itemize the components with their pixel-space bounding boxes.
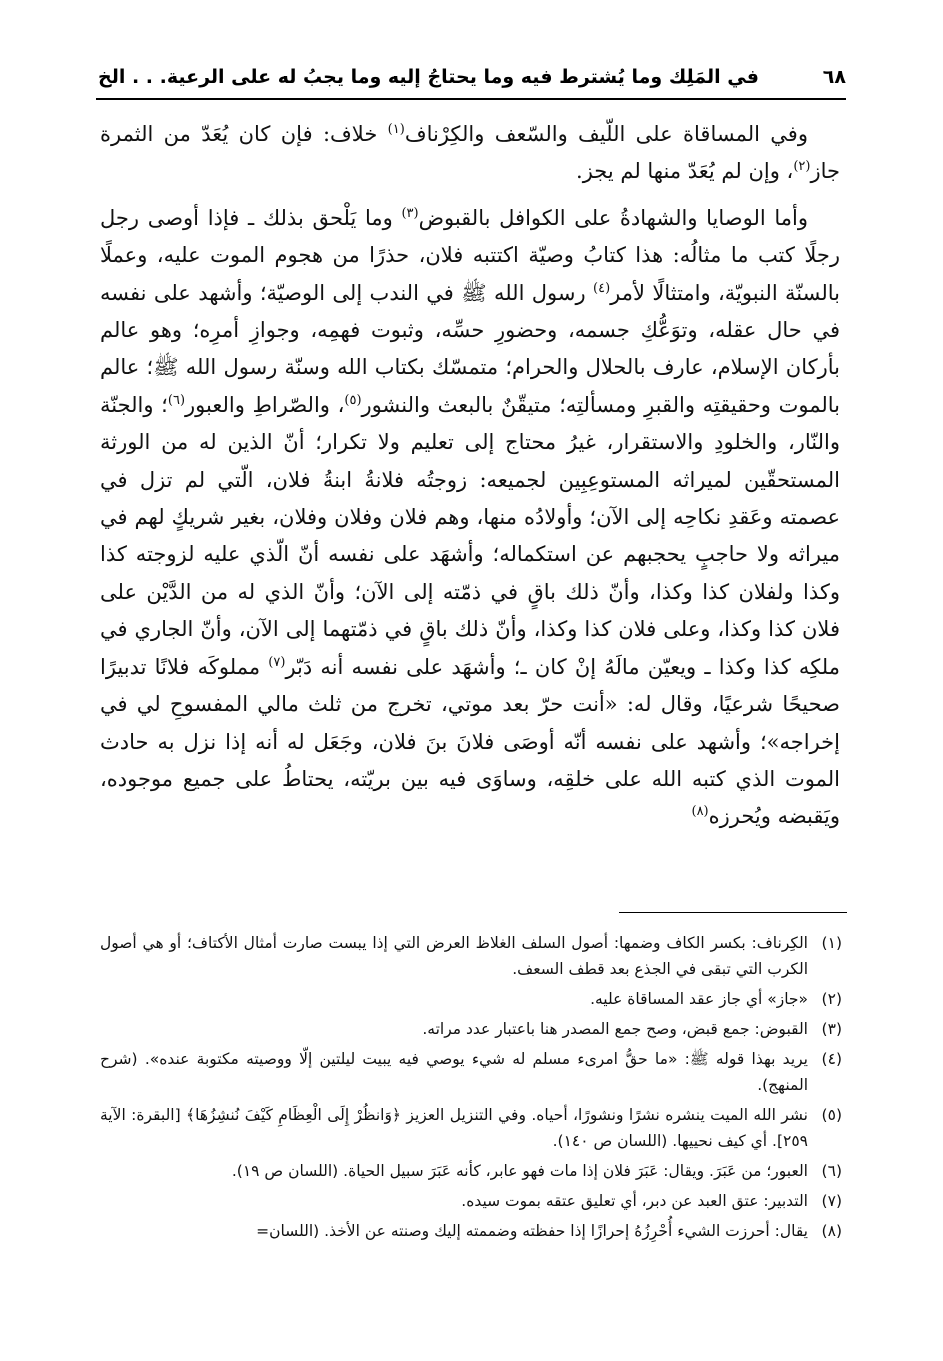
footnote-5: [100, 1102, 842, 1154]
footnote-number: (٢): [821, 990, 842, 1008]
footnote-ref-3[interactable]: (٣): [401, 205, 419, 221]
footnote-text: التدبير: عتق العبد عن دبر، أي تعليق عتقه بموت سيده.: [461, 1192, 808, 1210]
page-number: ٦٨: [822, 66, 846, 88]
footnote-text: يقال: أحرزت الشيء أُحْرِزُهُ إحرازًا إذا حفظته وضممته إليك وصنته عن الأخذ. (اللسان=: [256, 1222, 808, 1240]
running-title: في المَلِك وما يُشترط فيه وما يحتاجُ إليه وما يجبُ له على الرعية. . . الخ: [98, 66, 759, 88]
text-run: وفي المساقاة على اللّيف والسّعف والكِرْناف: [404, 122, 808, 146]
footnote-number: (٦): [821, 1162, 842, 1180]
footnote-3: [100, 1016, 842, 1042]
text-run: ، وإن لم يُعَدّ منها لم يجز.: [576, 159, 794, 184]
text-run: ، والصّراطِ والعبور: [185, 392, 345, 417]
footnote-ref-4[interactable]: (٤): [593, 280, 611, 296]
text-run: مملوكَه فلانًا تدبيرًا صحيحًا شرعيًا، وقال له: «أنت حرّ بعد موتي، تخرج من ثلث مالي المفسوحِ لي في إخراجه»؛ وأشهد على نفسه أنّه أوصَى فلانَ بنَ فلان، وجَعَل له أنه إذا نزل به حادث الموت الذي كتبه الله على خلقِه، وساوَى فيه بين بريّته، يحتاطُ على جميع موجوده، ويَقبضه ويُحرزه: [100, 654, 840, 829]
footnote-number: (٥): [821, 1106, 842, 1124]
footnote-4: [100, 1046, 842, 1098]
main-text: [100, 116, 840, 836]
text-run: خلاف: فإن كان يُعَدّ من الثمرة جاز: [100, 122, 840, 184]
text-run: وأما الوصايا والشهادةُ على الكوافل بالقبوض: [418, 205, 808, 230]
footnote-ref-6[interactable]: (٦): [167, 392, 186, 408]
footnote-text: «جاز» أي جاز عقد المساقاة عليه.: [590, 990, 808, 1008]
footnote-ref-8[interactable]: (٨): [691, 804, 709, 820]
footnote-text: الكِرناف: بكسر الكاف وضمها: أصول السلف الغلاظ العرض التي إذا يبست صارت أمثال الأكتاف؛ أو هي أصول الكرب التي تبقى في الجذع بعد قطف السعف.: [100, 934, 808, 978]
footnote-number: (٣): [821, 1020, 842, 1038]
footnote-number: (١): [821, 934, 842, 952]
footnote-8: [100, 1218, 842, 1244]
paragraph-2: [100, 200, 840, 836]
footnote-2: [100, 986, 842, 1012]
footnote-1: [100, 930, 842, 982]
footnote-ref-5[interactable]: (٥): [344, 392, 362, 408]
footnote-ref-1[interactable]: (١): [387, 122, 405, 137]
footnote-ref-7[interactable]: (٧): [268, 654, 286, 670]
footnote-number: (٧): [821, 1192, 842, 1210]
footnote-number: (٤): [821, 1050, 842, 1068]
footnote-ref-2[interactable]: (٢): [793, 159, 811, 175]
footnotes: [100, 930, 842, 1248]
paragraph-1: [100, 116, 840, 191]
text-run: ؛ والجنّة والنّار، والخلودِ والاستقرار، غيرُ محتاج إلى تعليم ولا تكرار؛ أنّ الذين له من الورثة المستحقّين لميراثه المستوعِبِين لجميعه: زوجتُه فلانةُ ابنةُ فلان، الّتي لم تزل في عصمته وعَقدِ نكاحِه إلى الآن؛ وأولادُه منها، وهم فلان وفلان وفلان، بغير شريكٍ لهم في ميراثه ولا حاجبٍ يحجبهم عن استكماله؛ وأشهَد على نفسه أنّ الّذي عليه لزوجته كذا وكذا ولفلان كذا وكذا، وأنّ ذلك باقٍ في ذمّته إلى الآن؛ وأنّ الذي له من الدَّيْن على فلان كذا وكذا، وعلى فلان كذا وكذا، وأنّ ذلك باقٍ في ذمّتهما إلى الآن، وأنّ الجاري في ملكِه كذا وكذا ـ ويعيّن مالَهُ إنْ كان ـ؛ وأشهَد على نفسه أنه دَبّر: [100, 392, 840, 679]
footnote-separator: [619, 912, 847, 913]
footnote-6: [100, 1158, 842, 1184]
footnote-text: يريد بهذا قوله ﷺ: «ما حقُّ امرىء مسلم له شيء يوصي فيه يبيت ليلتين إلّا ووصيته مكتوبة عنده». (شرح المنهج).: [100, 1050, 808, 1094]
footnote-number: (٨): [821, 1222, 842, 1240]
page-header: [96, 62, 846, 100]
text-run: وما يَلْحق بذلك ـ فإذا أوصى رجل رجلًا كتب ما مثالُه: هذا كتابُ وصيّة اكتتبه فلان، حذرًا من هجوم الموت عليه، وعملًا بالسنّة النبويّة، وامتثالًا لأمر: [100, 205, 841, 305]
footnote-text: نشر الله الميت ينشره نشرًا ونشورًا، أحياه. وفي التنزيل العزيز ﴿وَانظُرْ إِلَى الْعِظَامِ كَيْفَ نُنشِزُهَا﴾ [البقرة: الآية ٢٥٩]. أي كيف نحييها. (اللسان ص ١٤٠).: [100, 1106, 808, 1150]
footnote-text: العبور؛ من عَبَرَ. ويقال: عَبَرَ فلان إذا مات فهو عابر، كأنه عَبَرَ سبيل الحياة. (اللسان ص ١٩).: [231, 1162, 808, 1180]
footnote-text: القبوض: جمع قبض، وصح جمع المصدر هنا باعتبار عدد مراته.: [422, 1020, 808, 1038]
footnote-7: [100, 1188, 842, 1214]
text-run: رسول الله ﷺ في الندب إلى الوصيّة؛ وأشهد على نفسه في حال عقله، وتوَعُّكِ جسمه، وحضورِ حسِّه، وثبوت فهمِه، وجوازِ أمرِه؛ وهو عالم بأركان الإسلام، عارف بالحلال والحرام؛ متمسّك بكتاب الله وسنّة رسول الله ﷺ؛ عالم بالموت وحقيقتِه والقبرِ ومسألتِه؛ متيقّنٌ بالبعث والنشور: [100, 280, 841, 417]
